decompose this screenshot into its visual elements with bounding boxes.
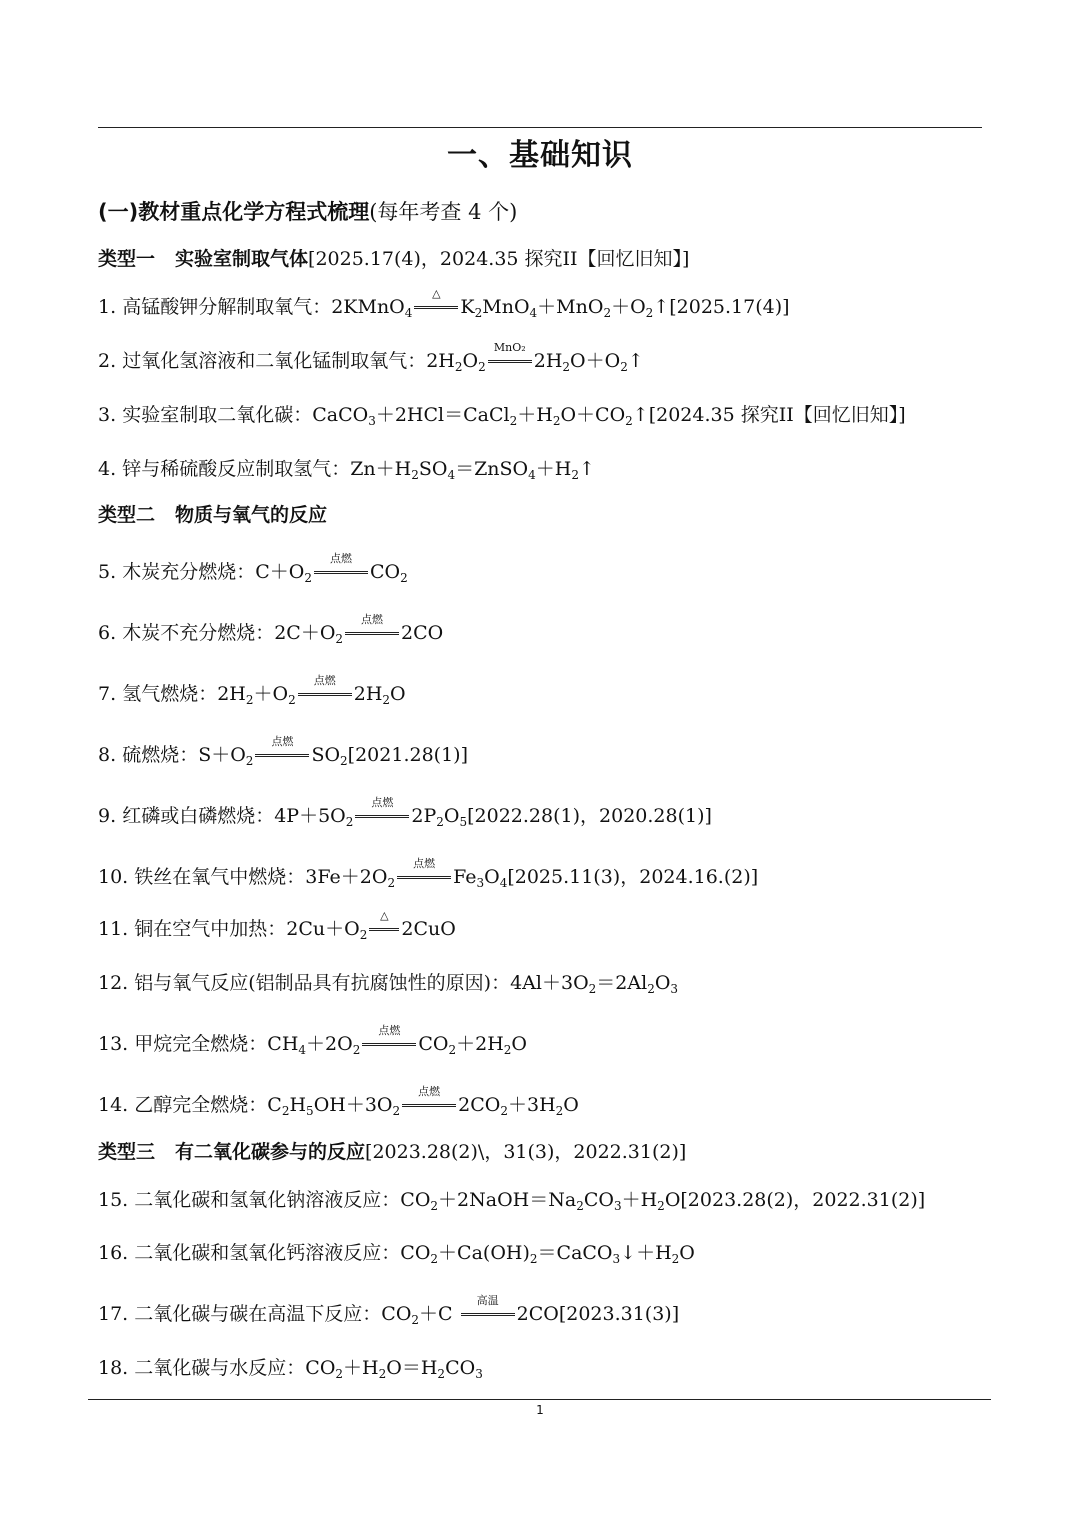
item-name: 硫燃烧： xyxy=(122,744,199,766)
item-number: 15. xyxy=(98,1189,129,1211)
item-name: 木炭不充分燃烧： xyxy=(122,622,275,644)
item-name: 铁丝在氧气中燃烧： xyxy=(134,866,306,888)
item-ref: [2025.11(3)，2024.16.(2)] xyxy=(507,866,759,888)
equation-item-13: 13. 甲烷完全燃烧：$CH_4+2O_2$ 点燃 $CO_2+2H_2O$ xyxy=(98,1024,527,1057)
item-name: 二氧化碳和氢氧化钙溶液反应： xyxy=(134,1242,401,1264)
equation-item-11: 11. 铜在空气中加热：$2Cu+O_2$ △ 2CuO xyxy=(98,909,456,942)
equation-item-8: 8. 硫燃烧：$S+O_2$ 点燃 $SO_2[2021.28(1)]$ xyxy=(98,735,468,768)
ignite-condition-sign: 点燃 xyxy=(298,684,352,696)
footer-rule xyxy=(88,1399,991,1400)
item-number: 3. xyxy=(98,404,117,426)
type-heading-1 xyxy=(98,244,689,271)
item-name: 甲烷完全燃烧： xyxy=(134,1033,268,1055)
item-name: 木炭充分燃烧： xyxy=(122,561,256,583)
equation-item-4: 4. 锌与稀硫酸反应制取氢气：$Zn+H_2SO_4=ZnSO_4+H_2↑$ xyxy=(98,458,595,482)
item-name: 乙醇完全燃烧： xyxy=(134,1094,268,1116)
ignite-condition-sign: 点燃 xyxy=(402,1095,456,1107)
item-number: 16. xyxy=(98,1242,129,1264)
ignite-condition-sign: 点燃 xyxy=(362,1034,416,1046)
item-ref: [2022.28(1)，2020.28(1)] xyxy=(467,805,712,827)
item-ref: [2023.28(2)，2022.31(2)] xyxy=(680,1189,926,1211)
catalyst-condition-sign: MnO₂ xyxy=(488,351,532,363)
item-name: 二氧化碳与碳在高温下反应： xyxy=(134,1303,382,1325)
type-name: 有二氧化碳参与的反应 xyxy=(175,1141,366,1163)
item-ref: [2024.35 探究II【回忆旧知】] xyxy=(648,404,906,426)
heat-condition-sign: △ xyxy=(369,919,399,931)
equation-item-3: 3. 实验室制取二氧化碳：$CaCO_3+2HCl=CaCl_2+H_2O+CO_2↑[2024.35$ 探究II【回忆旧知】] xyxy=(98,404,906,428)
equation-item-6: 6. 木炭不充分燃烧：$2C+O_2$ 点燃 2CO xyxy=(98,613,444,646)
item-number: 1. xyxy=(98,296,117,318)
item-name: 高锰酸钾分解制取氧气： xyxy=(122,296,332,318)
section-heading xyxy=(98,196,517,226)
type-name: 物质与氧气的反应 xyxy=(175,504,328,526)
item-name: 二氧化碳与水反应： xyxy=(134,1357,306,1379)
equation-item-15: 15. 二氧化碳和氢氧化钠溶液反应：$CO_2+2NaOH=Na_2CO_3+H_2O[2023.28(2)$，2022.31(2)] xyxy=(98,1189,926,1213)
ignite-condition-sign: 点燃 xyxy=(314,562,368,574)
item-name: 实验室制取二氧化碳： xyxy=(122,404,313,426)
equation-item-10: 10. 铁丝在氧气中燃烧：$3Fe+2O_2$ 点燃 $Fe_3O_4[2025.11(3)$，2024.16.(2)] xyxy=(98,857,759,890)
item-name: 过氧化氢溶液和二氧化锰制取氧气： xyxy=(122,350,427,372)
item-number: 8. xyxy=(98,744,117,766)
high-temp-condition-sign: 高温 xyxy=(461,1304,515,1316)
type-heading-3 xyxy=(98,1137,686,1164)
type-label: 类型一 xyxy=(98,248,156,270)
item-number: 18. xyxy=(98,1357,129,1379)
page-title: 一、基础知识 xyxy=(447,138,633,173)
ignite-condition-sign: 点燃 xyxy=(345,623,399,635)
type-label: 类型二 xyxy=(98,504,156,526)
equation-item-7: 7. 氢气燃烧：$2H_2+O_2$ 点燃 $2H_2O$ xyxy=(98,674,406,707)
item-number: 5. xyxy=(98,561,117,583)
item-number: 14. xyxy=(98,1094,129,1116)
heat-condition-sign: △ xyxy=(414,297,458,309)
item-number: 13. xyxy=(98,1033,129,1055)
header-rule xyxy=(98,127,982,128)
type-ref: [2025.17(4)，2024.35 探究II【回忆旧知】] xyxy=(308,248,690,270)
item-name: 铝与氧气反应(铝制品具有抗腐蚀性的原因)： xyxy=(134,972,511,994)
item-name: 红磷或白磷燃烧： xyxy=(122,805,275,827)
item-ref: [2021.28(1)] xyxy=(347,744,468,766)
equation-item-9: 9. 红磷或白磷燃烧：$4P+5O_2$ 点燃 $2P_2O_5[2022.28(1)$，2020.28(1)] xyxy=(98,796,712,829)
equation-item-2: 2. 过氧化氢溶液和二氧化锰制取氧气：$2H_2O_2$ MnO₂ $2H_2O+O_2↑$ xyxy=(98,341,644,374)
ignite-condition-sign: 点燃 xyxy=(255,745,309,757)
page-number: 1 xyxy=(536,1403,544,1417)
item-number: 9. xyxy=(98,805,117,827)
ignite-condition-sign: 点燃 xyxy=(355,806,409,818)
item-number: 6. xyxy=(98,622,117,644)
item-ref: [2023.31(3)] xyxy=(558,1303,680,1325)
type-name: 实验室制取气体 xyxy=(175,248,309,270)
item-number: 17. xyxy=(98,1303,129,1325)
equation-item-16: 16. 二氧化碳和氢氧化钙溶液反应：$CO_2+Ca(OH)_2=CaCO_3↓+H_2O$ xyxy=(98,1242,695,1266)
item-number: 7. xyxy=(98,683,117,705)
type-heading-2 xyxy=(98,500,327,527)
equation-item-12: 12. 铝与氧气反应(铝制品具有抗腐蚀性的原因)：$4Al+3O_2=2Al_2O_3$ xyxy=(98,972,679,996)
type-label: 类型三 xyxy=(98,1141,156,1163)
item-number: 11. xyxy=(98,918,129,940)
equation-item-14: 14. 乙醇完全燃烧：$C_2H_5OH+3O_2$ 点燃 $2CO_2+3H_2O$ xyxy=(98,1085,579,1118)
item-number: 4. xyxy=(98,458,117,480)
item-number: 12. xyxy=(98,972,129,994)
equation-item-17: 17. 二氧化碳与碳在高温下反应：$CO_2+C$ 高温 2CO[2023.31(3)] xyxy=(98,1294,680,1327)
item-name: 二氧化碳和氢氧化钠溶液反应： xyxy=(134,1189,401,1211)
item-number: 2. xyxy=(98,350,117,372)
item-name: 锌与稀硫酸反应制取氢气： xyxy=(122,458,351,480)
item-name: 氢气燃烧： xyxy=(122,683,218,705)
section-heading-note: (每年考查 4 个) xyxy=(369,200,518,224)
ignite-condition-sign: 点燃 xyxy=(397,867,451,879)
equation-item-18: 18. 二氧化碳与水反应：$CO_2+H_2O=H_2CO_3$ xyxy=(98,1357,483,1381)
type-ref: [2023.28(2)\，31(3)，2022.31(2)] xyxy=(365,1141,687,1163)
equation-item-1: 1. 高锰酸钾分解制取氧气：2KMnO$_4$ △ $K_2MnO_4+MnO_2+O_2↑[2025.17(4)]$ xyxy=(98,287,790,320)
equation-item-5: 5. 木炭充分燃烧：$C+O_2$ 点燃 $CO_2$ xyxy=(98,552,408,585)
item-ref: [2025.17(4)] xyxy=(669,296,790,318)
item-name: 铜在空气中加热： xyxy=(134,918,287,940)
section-heading-text: (一)教材重点化学方程式梳理 xyxy=(98,200,370,224)
item-number: 10. xyxy=(98,866,129,888)
